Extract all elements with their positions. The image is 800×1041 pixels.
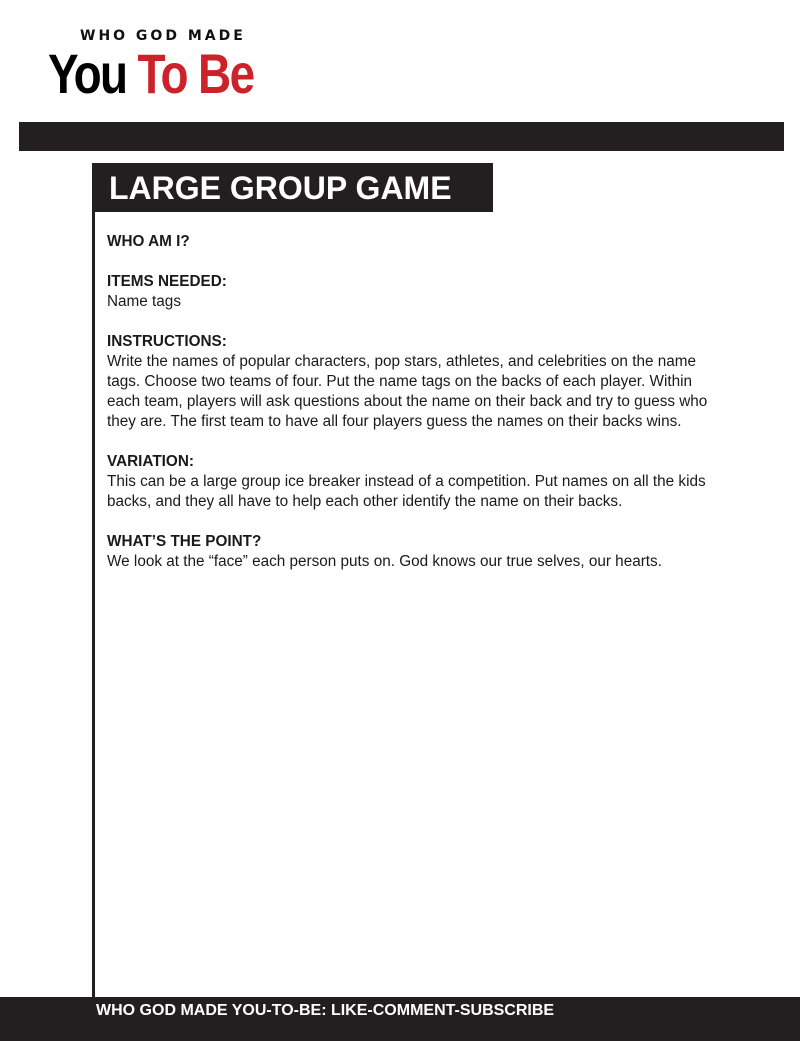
point-text: We look at the “face” each person puts on. God knows our true selves, our hearts. bbox=[107, 553, 662, 570]
brand-logo bbox=[48, 42, 254, 105]
instructions-text: Write the names of popular characters, pop stars, athletes, and celebrities on the name tags. Choose two teams of four. Put the name tags on the backs of each player. Within each team, players will ask questions about the name on their back and try to guess who they are. The first team to have all four players guess the names on their backs wins. bbox=[107, 353, 708, 430]
header-bar bbox=[19, 122, 784, 151]
left-rule bbox=[92, 163, 95, 1003]
logo-you: You bbox=[48, 42, 127, 105]
footer-bar bbox=[0, 997, 800, 1041]
content bbox=[107, 232, 727, 572]
variation-text: This can be a large group ice breaker instead of a competition. Put names on all the kids backs, and they all have to help each other identify the name on their backs. bbox=[107, 473, 706, 510]
page-title: LARGE GROUP GAME bbox=[92, 163, 493, 212]
variation-heading: VARIATION: bbox=[107, 453, 194, 470]
footer-text: WHO GOD MADE YOU-TO-BE: LIKE-COMMENT-SUBSCRIBE bbox=[96, 1002, 555, 1019]
logo-to-be: To Be bbox=[137, 42, 254, 105]
items-needed-text: Name tags bbox=[107, 293, 181, 310]
section-who-am-i bbox=[107, 232, 727, 252]
section-items-needed bbox=[107, 272, 727, 312]
section-whats-the-point bbox=[107, 532, 727, 572]
point-heading: WHAT’S THE POINT? bbox=[107, 533, 262, 550]
instructions-heading: INSTRUCTIONS: bbox=[107, 333, 227, 350]
header-kicker: WHO GOD MADE bbox=[80, 28, 246, 44]
section-variation bbox=[107, 452, 727, 512]
who-am-i-heading: WHO AM I? bbox=[107, 233, 190, 250]
section-instructions bbox=[107, 332, 727, 432]
items-needed-heading: ITEMS NEEDED: bbox=[107, 273, 227, 290]
